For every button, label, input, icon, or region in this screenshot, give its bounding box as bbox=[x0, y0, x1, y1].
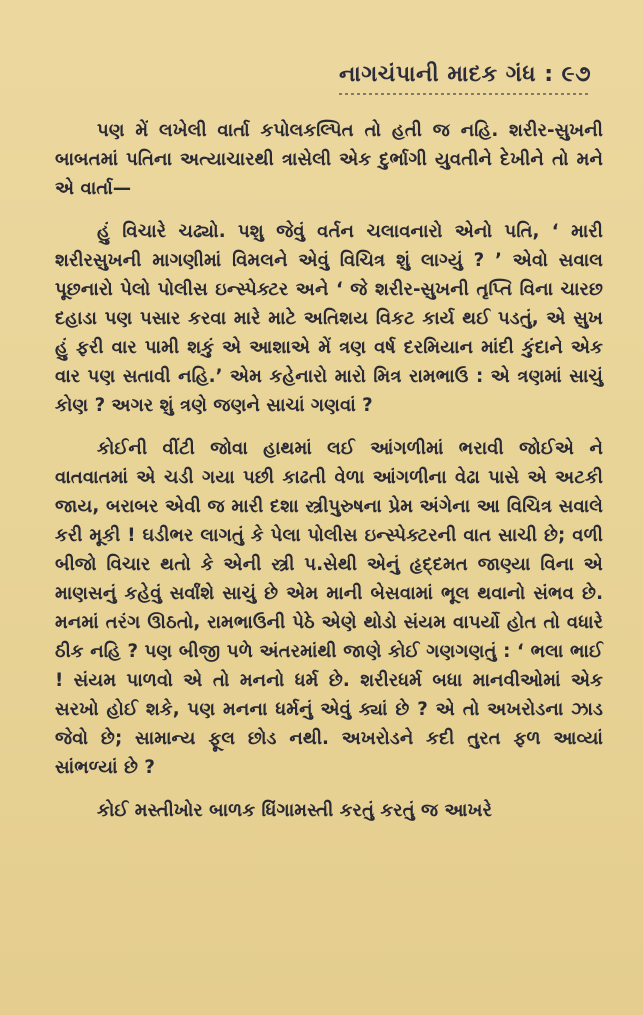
running-header-title: નાગચંપાની માદક ગંધ : ૯૭ bbox=[338, 62, 591, 87]
header-wavy-rule bbox=[336, 91, 591, 97]
page-body bbox=[55, 116, 603, 825]
paragraph-2: હું વિચારે ચઢ્યો. પશુ જેવું વર્તન ચલાવનારો એનો પતિ, ‘ મારી શરીરસુખની માગણીમાં વિમલને એવું વિચિત્ર શું લાગ્યું ? ’ એવો સવાલ પૂછનારો પેલો પોલીસ ઇન્સ્પેક્ટર અને ‘ જે શરીર-સુખની તૃપ્તિ વિના ચારછ દહાડા પણ પસાર કરવા મારે માટે અતિશય વિકટ કાર્ય થઈ પડતું, એ સુખ હું ફરી વાર પામી શકું એ આશાએ મેં ત્રણ વર્ષ દરમિયાન માંદી કુંદાને એક વાર પણ સતાવી નહિ.’ એમ કહેનારો મારો મિત્ર રામભાઉ : એ ત્રણમાં સાચું કોણ ? અગર શું ત્રણે જણને સાચાં ગણવાં ? bbox=[55, 221, 603, 416]
paragraph-1: પણ મેં લખેલી વાર્તા કપોલકલ્પિત તો હતી જ નહિ. શરીર-સુખની બાબતમાં પતિના અત્યાચારથી ત્રાસેલી એક દુર્ભાગી યુવતીને દેખીને તો મને એ વાર્તા— bbox=[55, 120, 603, 199]
paragraph-4: કોઈ મસ્તીખોર બાળક ધિંગામસ્તી કરતું કરતું જ આખરે bbox=[97, 800, 492, 821]
running-header bbox=[336, 62, 591, 97]
paragraph-3: કોઈની વીંટી જોવા હાથમાં લઈ આંગળીમાં ભરાવી જોઈએ ને વાતવાતમાં એ ચડી ગયા પછી કાઢતી વેળા આંગળીના વેઢા પાસે એ અટકી જાય, બરાબર એવી જ મારી દશા સ્ત્રીપુરુષના પ્રેમ અંગેના આ વિચિત્ર સવાલે કરી મૂકી ! ઘડીભર લાગતું કે પેલા પોલીસ ઇન્સ્પેક્ટરની વાત સાચી છે; વળી બીજો વિચાર થતો કે એની સ્ત્રી પ.સેથી એનું હૃદ્દમત જાણ્યા વિના એ માણસનું કહેવું સર્વાંશે સાચું છે એમ માની બેસવામાં ભૂલ થવાનો સંભવ છે. મનમાં તરંગ ઊઠતો, રામભાઉની પેઠે એણે થોડો સંયમ વાપર્યો હોત તો વધારે ઠીક નહિ ? પણ બીજી પળે અંતરમાંથી જાણે કોઈ ગણગણતું : ‘ ભલા ભાઈ ! સંયમ પાળવો એ તો મનનો ધર્મ છે. શરીરધર્મ બધા માનવીઓમાં એક સરખો હોઈ શકે, પણ મનના ધર્મનું એવું ક્યાં છે ? એ તો અખરોડના ઝાડ જેવો છે; સામાન્ય ફૂલ છોડ નથી. અખરોડને કદી તુરત ફળ આવ્યાં સાંભળ્યાં છે ? bbox=[55, 438, 603, 778]
